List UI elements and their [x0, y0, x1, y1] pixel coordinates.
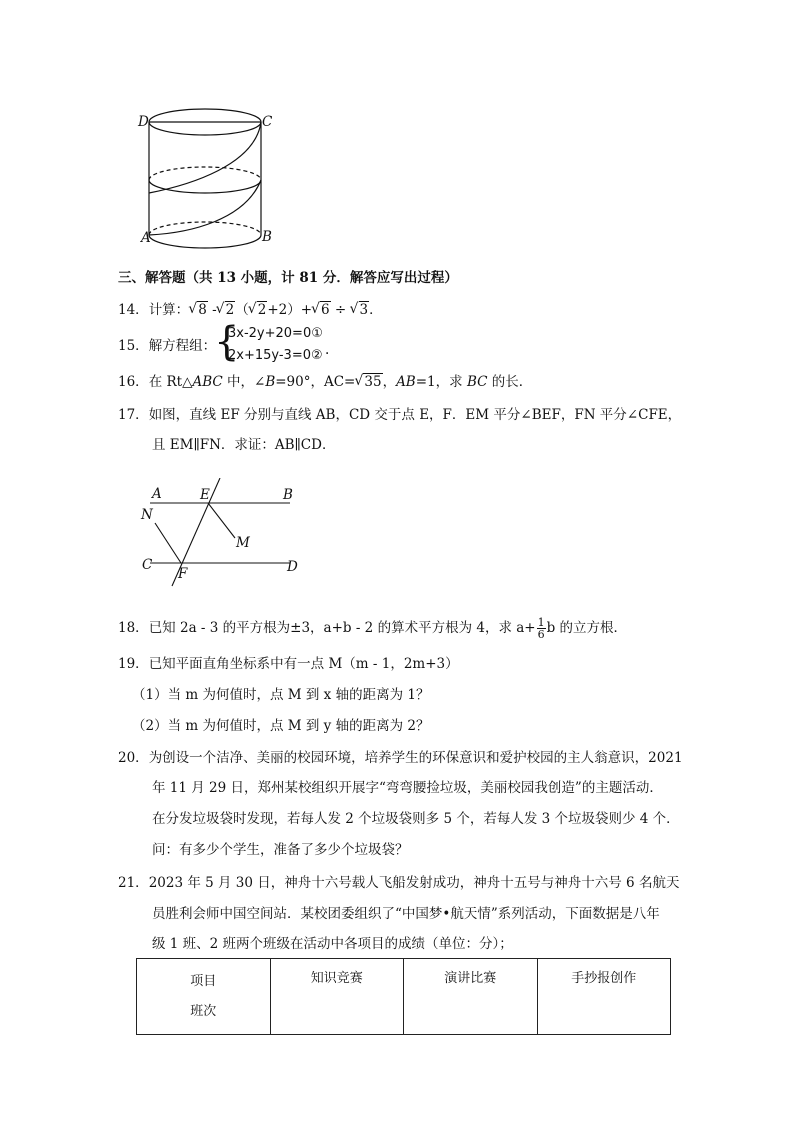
equation-2: 2x+15y-3=0② [228, 348, 323, 363]
fig17-label-E: E [200, 487, 210, 503]
figure1-label-C: C [262, 114, 273, 130]
question-17-line1: 17．如图，直线 EF 分别与直线 AB，CD 交于点 E，F．EM 平分∠BEF，FN 平分∠CFE， [118, 407, 682, 423]
question-15: 15．解方程组： [118, 338, 217, 354]
scores-table [136, 958, 671, 1035]
equation-1: 3x-2y+20=0① [228, 326, 323, 341]
question-21-line1: 21．2023 年 5 月 30 日，神舟十六号载人飞船发射成功，神舟十五号与神舟十六号 6 名航天 [118, 875, 680, 891]
table-corner-cell: 项目 班次 [137, 959, 271, 1035]
line-EM [208, 503, 235, 538]
system-brace: { [214, 319, 240, 365]
figure1-label-D: D [138, 114, 149, 130]
figure1-label-A: A [141, 230, 151, 246]
table-header-cell: 手抄报创作 [537, 959, 671, 1035]
fig17-label-A: A [152, 486, 162, 502]
fig17-label-N: N [141, 507, 153, 523]
table-header-cell: 知识竞赛 [270, 959, 404, 1035]
fraction: $\frac{1}{6}$ [537, 616, 545, 641]
line-FN [155, 523, 181, 563]
fig17-label-M: M [236, 535, 250, 551]
question-20-line1: 20．为创设一个洁净、美丽的校园环境，培养学生的环保意识和爱护校园的主人翁意识，2021 [118, 750, 683, 766]
fig17-label-C: C [142, 557, 153, 573]
question-19-stem: 19．已知平面直角坐标系中有一点 M（m - 1，2m+3） [118, 656, 459, 672]
table-header-row [137, 959, 671, 1035]
question-19-part1: （1）当 m 为何值时，点 M 到 x 轴的距离为 1？ [132, 687, 430, 703]
question-14: 14．计算：√ 8 -√ 2（√ 2+2）+√ 6 ÷ √ 3． [118, 300, 383, 320]
q15-end: . [325, 342, 330, 358]
spiral-lower [149, 180, 261, 235]
question-20-line2: 年 11 月 29 日，郑州某校组织开展字“弯弯腰捡垃圾，美丽校园我创造”的主题活动． [152, 780, 663, 796]
figure1-label-B: B [262, 229, 272, 245]
question-21-line3: 级 1 班、2 班两个班级在活动中各项目的成绩（单位：分）； [152, 936, 513, 952]
section-heading: 三、解答题（共 13 小题，计 81 分．解答应写出过程） [118, 270, 458, 286]
question-17-line2: 且 EM∥FN．求证：AB∥CD． [152, 437, 336, 453]
fig17-label-F: F [178, 566, 188, 582]
question-19-part2: （2）当 m 为何值时，点 M 到 y 轴的距离为 2？ [132, 718, 430, 734]
question-18: 18．已知 2a - 3 的平方根为±3，a+b - 2 的算术平方根为 4，求 a+ $\frac{1}{6}$ b 的立方根． [118, 616, 628, 641]
question-20-line4: 问：有多少个学生，准备了多少个垃圾袋？ [152, 842, 409, 858]
question-21-line2: 员胜利会师中国空间站．某校团委组织了“中国梦•航天情”系列活动，下面数据是八年 [152, 906, 660, 922]
table-header-cell: 演讲比赛 [404, 959, 538, 1035]
fig17-label-D: D [287, 559, 298, 575]
question-16: 16．在 Rt△ABC 中，∠B=90°，AC=√ 35，AB=1，求 BC 的长． [118, 372, 532, 392]
spiral-upper [149, 122, 261, 193]
question-20-line3: 在分发垃圾袋时发现，若每人发 2 个垃圾袋则多 5 个，若每人发 3 个垃圾袋则少 4 个． [152, 811, 680, 827]
fig17-label-B: B [283, 487, 293, 503]
